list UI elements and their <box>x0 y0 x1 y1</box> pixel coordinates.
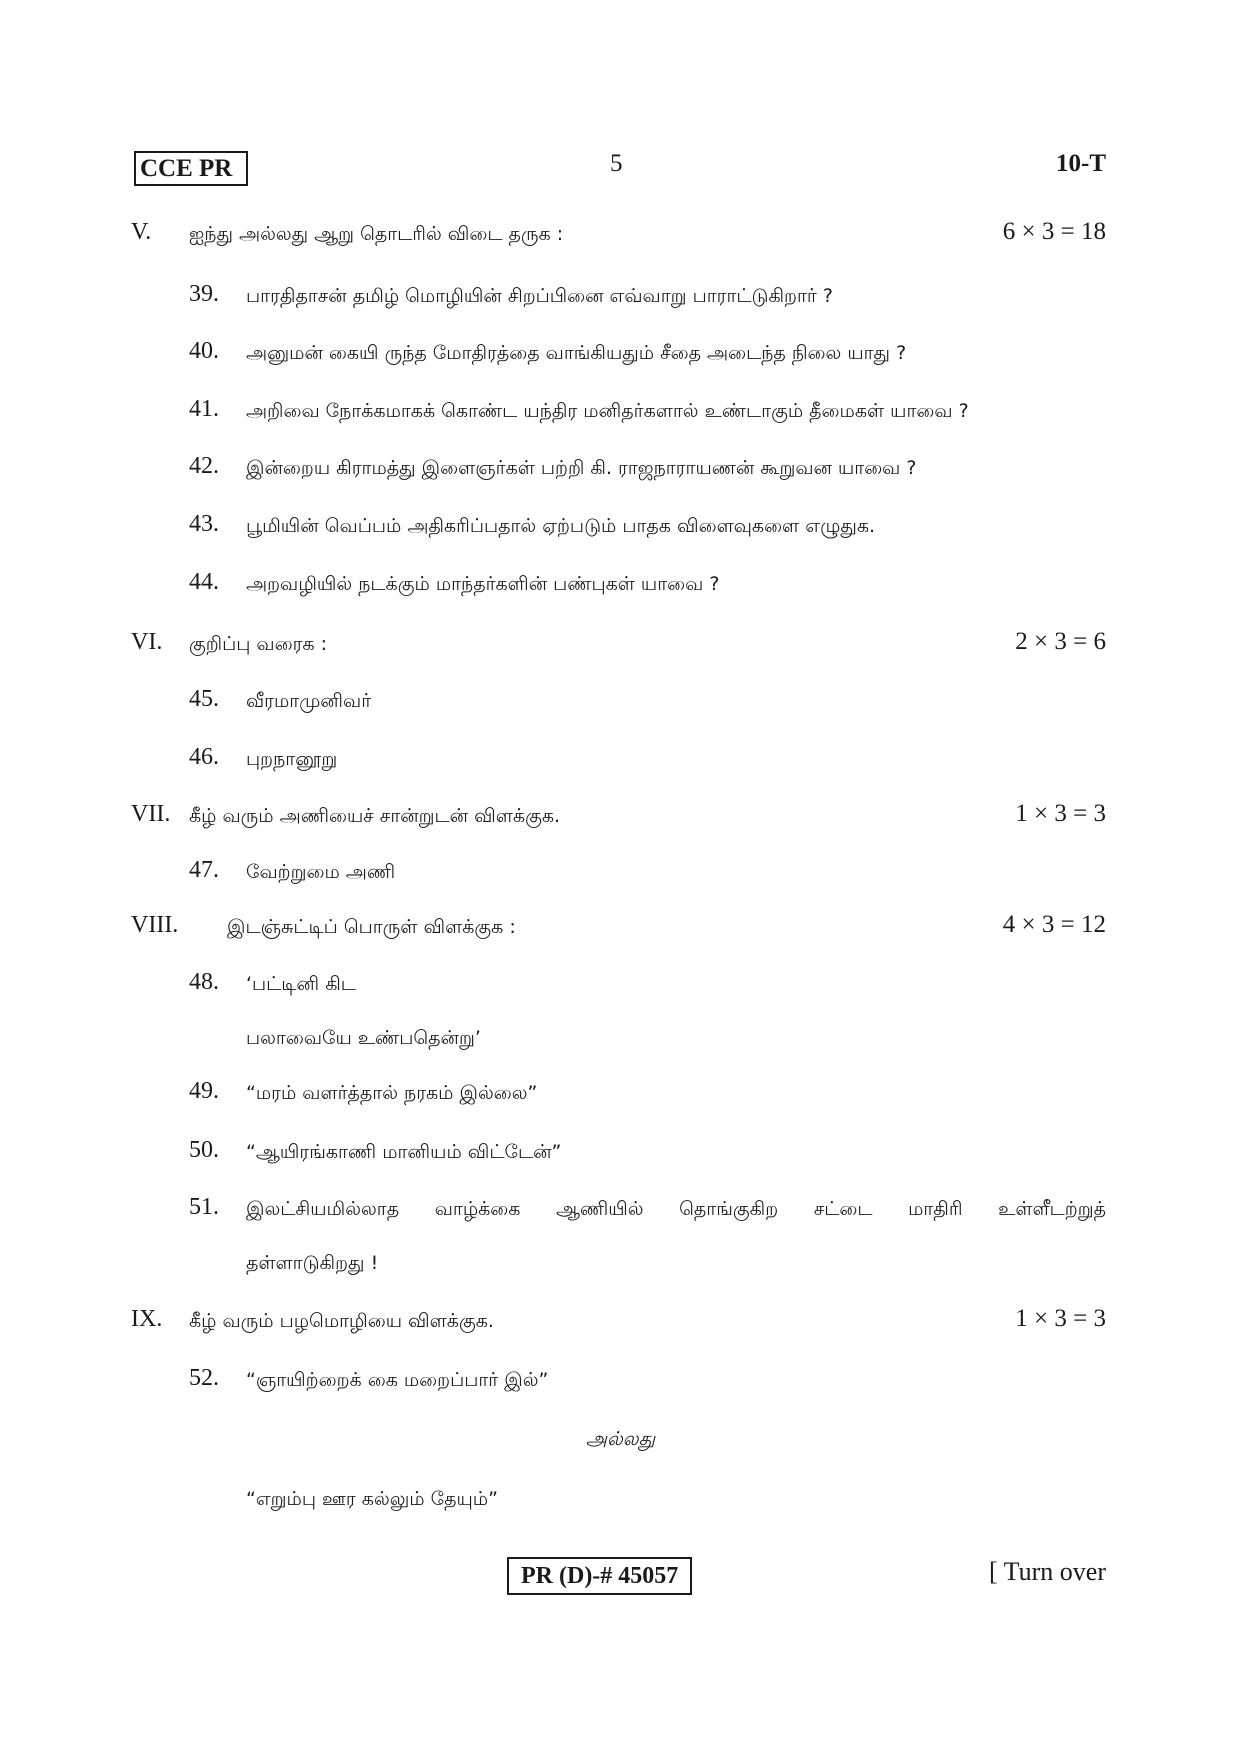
question-number: 51. <box>189 1194 219 1220</box>
question-text: வீரமாமுனிவர் <box>246 690 372 712</box>
section-vii-number: VII. <box>131 801 171 827</box>
alternative-question-text: “எறும்பு ஊர கல்லும் தேயும்” <box>246 1488 498 1510</box>
turn-over-label: [ Turn over <box>988 1557 1106 1586</box>
section-v-instruction: ஐந்து அல்லது ஆறு தொடரில் விடை தருக : <box>189 223 564 245</box>
question-text: “ஆயிரங்காணி மானியம் விட்டேன்” <box>246 1141 562 1163</box>
question-word: மாதிரி <box>908 1198 963 1220</box>
question-number: 44. <box>189 569 219 595</box>
question-text-justified <box>246 1198 1106 1223</box>
question-text: பாரதிதாசன் தமிழ் மொழியின் சிறப்பினை எவ்வாறு பாராட்டுகிறார் ? <box>246 285 833 307</box>
question-word: வாழ்க்கை <box>434 1198 521 1220</box>
question-text: பூமியின் வெப்பம் அதிகரிப்பதால் ஏற்படும் பாதக விளைவுகளை எழுதுக. <box>246 515 876 537</box>
question-text: இன்றைய கிராமத்து இளைஞர்கள் பற்றி கி. ராஜநாராயணன் கூறுவன யாவை ? <box>246 457 917 479</box>
question-text: புறநானூறு <box>246 748 338 770</box>
question-number: 40. <box>189 338 219 364</box>
section-vi-instruction: குறிப்பு வரைக : <box>189 633 328 655</box>
section-vii-marks: 1 × 3 = 3 <box>1015 800 1106 827</box>
question-number: 52. <box>189 1365 219 1391</box>
section-vi-number: VI. <box>131 629 163 655</box>
question-number: 48. <box>189 969 219 995</box>
page-number: 5 <box>610 150 623 177</box>
question-text: அனுமன் கையி ருந்த மோதிரத்தை வாங்கியதும் சீதை அடைந்த நிலை யாது ? <box>246 342 907 364</box>
question-number: 43. <box>189 511 219 537</box>
footer-code-box: PR (D)-# 45057 <box>507 1557 692 1595</box>
section-viii-marks: 4 × 3 = 12 <box>1002 911 1106 938</box>
section-ix-number: IX. <box>131 1306 163 1332</box>
paper-code: 10-T <box>1056 150 1106 177</box>
question-text: “ஞாயிற்றைக் கை மறைப்பார் இல்” <box>246 1369 549 1391</box>
section-vii-instruction: கீழ் வரும் அணியைச் சான்றுடன் விளக்குக. <box>189 805 561 827</box>
question-text-line1: ‘பட்டினி கிட <box>246 973 356 995</box>
section-vi-marks: 2 × 3 = 6 <box>1015 628 1106 655</box>
section-v-number: V. <box>131 219 152 245</box>
or-label: அல்லது <box>585 1428 656 1450</box>
header-code-box: CCE PR <box>134 151 248 186</box>
question-number: 39. <box>189 281 219 307</box>
question-text-line2: தள்ளாடுகிறது ! <box>246 1252 379 1274</box>
question-number: 45. <box>189 686 219 712</box>
question-word: இலட்சியமில்லாத <box>246 1198 400 1220</box>
section-ix-instruction: கீழ் வரும் பழமொழியை விளக்குக. <box>189 1310 494 1332</box>
question-word: ஆணியில் <box>555 1198 644 1220</box>
question-word: தொங்குகிற <box>679 1198 779 1220</box>
section-viii-instruction: இடஞ்சுட்டிப் பொருள் விளக்குக : <box>227 916 516 938</box>
question-number: 49. <box>189 1078 219 1104</box>
question-number: 41. <box>189 396 219 422</box>
question-text: “மரம் வளர்த்தால் நரகம் இல்லை” <box>246 1082 538 1104</box>
question-text-line2: பலாவையே உண்பதென்று’ <box>246 1027 481 1049</box>
section-v-marks: 6 × 3 = 18 <box>1002 218 1106 245</box>
question-text: அறிவை நோக்கமாகக் கொண்ட யந்திர மனிதர்களால் உண்டாகும் தீமைகள் யாவை ? <box>246 400 969 422</box>
question-number: 46. <box>189 744 219 770</box>
question-number: 47. <box>189 857 219 883</box>
question-word: சட்டை <box>813 1198 873 1220</box>
section-ix-marks: 1 × 3 = 3 <box>1015 1305 1106 1332</box>
question-number: 50. <box>189 1137 219 1163</box>
section-viii-number: VIII. <box>131 912 179 938</box>
question-text: வேற்றுமை அணி <box>246 861 396 883</box>
question-text: அறவழியில் நடக்கும் மாந்தர்களின் பண்புகள் யாவை ? <box>246 573 720 595</box>
question-number: 42. <box>189 453 219 479</box>
question-word: உள்ளீடற்றுத் <box>998 1198 1106 1220</box>
